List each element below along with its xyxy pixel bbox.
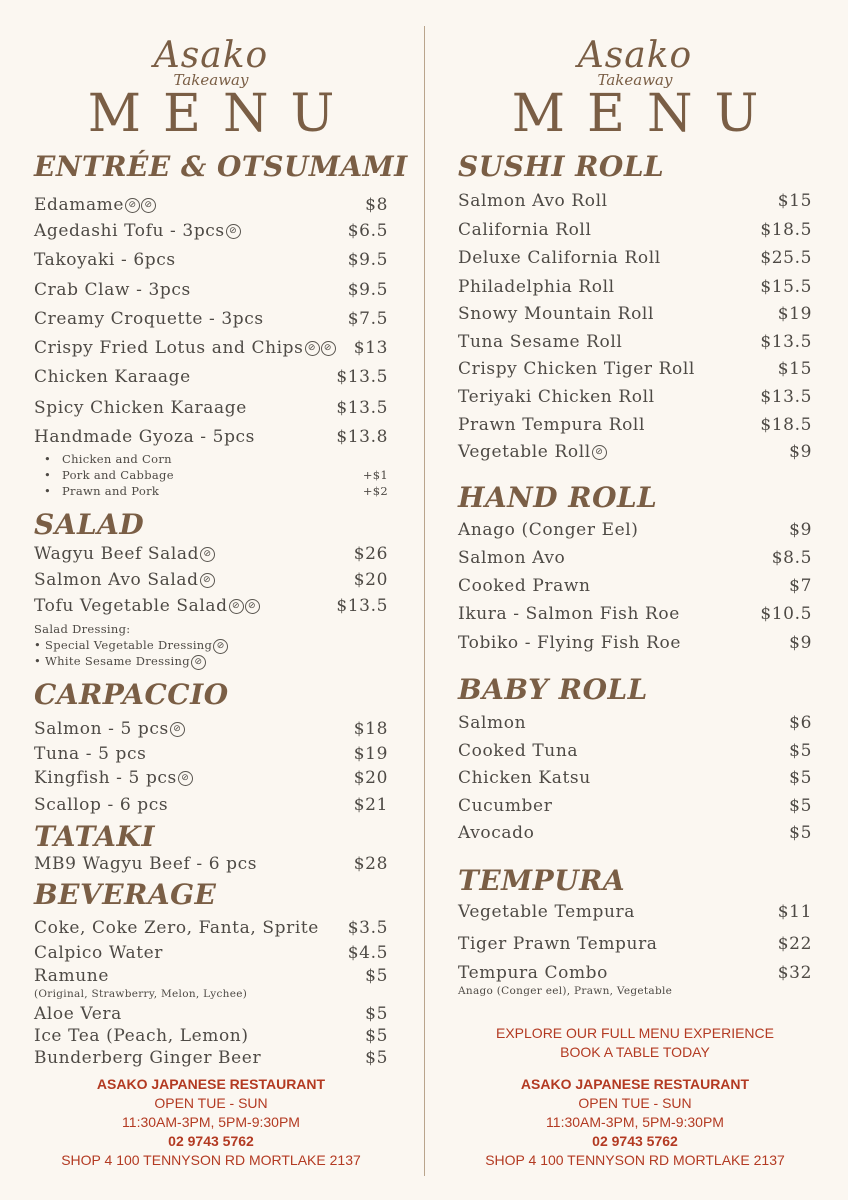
menu-item: Bunderberg Ginger Beer $5 [34, 1048, 388, 1068]
no-gluten-icon: ⊘ [321, 341, 336, 356]
menu-item: Prawn Tempura Roll $18.5 [458, 415, 812, 435]
menu-item: Tempura Combo $32 [458, 963, 812, 983]
dressing-title: Salad Dressing: [34, 622, 131, 636]
menu-title: MENU [87, 84, 357, 144]
menu-item: Ikura - Salmon Fish Roe $10.5 [458, 604, 812, 624]
combo-note: Anago (Conger eel), Prawn, Vegetable [458, 985, 673, 997]
menu-item: Wagyu Beef Salad ⊘ $26 [34, 544, 388, 564]
menu-item: Edamame ⊘ ⊘ $8 [34, 195, 388, 215]
menu-item: Salmon Avo Salad ⊘ $20 [34, 570, 388, 590]
menu-item: Crab Claw - 3pcs $9.5 [34, 280, 388, 300]
menu-item: Spicy Chicken Karaage $13.5 [34, 398, 388, 418]
no-gluten-icon: ⊘ [141, 198, 156, 213]
menu-item: Ramune $5 [34, 966, 388, 986]
heading-entree: ENTRÉE & OTSUMAMI [34, 150, 408, 183]
heading-salad: SALAD [34, 508, 145, 541]
explore-cta [458, 1024, 812, 1062]
address: SHOP 4 100 TENNYSON RD MORTLAKE 2137 [485, 1152, 785, 1168]
brand-name: Asako [153, 35, 269, 76]
menu-item: Snowy Mountain Roll $19 [458, 304, 812, 324]
no-gluten-icon: ⊘ [200, 573, 215, 588]
no-gluten-icon: ⊘ [178, 771, 193, 786]
no-gluten-icon: ⊘ [200, 547, 215, 562]
restaurant-info [458, 1075, 812, 1170]
menu-item: California Roll $18.5 [458, 220, 812, 240]
menu-item: Ice Tea (Peach, Lemon) $5 [34, 1026, 388, 1046]
restaurant-name: ASAKO JAPANESE RESTAURANT [96, 1076, 326, 1092]
menu-item: Crispy Chicken Tiger Roll $15 [458, 359, 812, 379]
menu-item: Teriyaki Chicken Roll $13.5 [458, 387, 812, 407]
menu-item: MB9 Wagyu Beef - 6 pcs $28 [34, 854, 388, 874]
open-days: OPEN TUE - SUN [578, 1095, 692, 1111]
explore-line: EXPLORE OUR FULL MENU EXPERIENCE [496, 1025, 774, 1041]
menu-item: Tobiko - Flying Fish Roe $9 [458, 633, 812, 653]
menu-item: Crispy Fried Lotus and Chips ⊘ ⊘ $13 [34, 338, 388, 358]
leaf-icon: ⊘ [229, 599, 244, 614]
menu-item: Calpico Water $4.5 [34, 943, 388, 963]
menu-item: Tofu Vegetable Salad ⊘ ⊘ $13.5 [34, 596, 388, 616]
menu-item: Salmon Avo $8.5 [458, 548, 812, 568]
menu-item: Tuna - 5 pcs $19 [34, 744, 388, 764]
menu-item: Chicken Katsu $5 [458, 768, 812, 788]
menu-item: Tiger Prawn Tempura $22 [458, 934, 812, 954]
menu-item: Philadelphia Roll $15.5 [458, 277, 812, 297]
menu-item: Vegetable Roll ⊘ $9 [458, 442, 812, 462]
leaf-icon: ⊘ [226, 224, 241, 239]
open-hours: 11:30AM-3PM, 5PM-9:30PM [546, 1114, 724, 1130]
heading-carpaccio: CARPACCIO [34, 678, 229, 711]
menu-item: Handmade Gyoza - 5pcs $13.8 [34, 427, 388, 447]
brand-subtitle: Takeaway [173, 71, 249, 89]
open-days: OPEN TUE - SUN [154, 1095, 268, 1111]
address: SHOP 4 100 TENNYSON RD MORTLAKE 2137 [61, 1152, 361, 1168]
no-gluten-icon: ⊘ [170, 722, 185, 737]
open-hours: 11:30AM-3PM, 5PM-9:30PM [122, 1114, 300, 1130]
gyoza-option: • Pork and Cabbage +$1 [34, 467, 388, 483]
menu-item: Cooked Tuna $5 [458, 741, 812, 761]
menu-item: Creamy Croquette - 3pcs $7.5 [34, 309, 388, 329]
menu-item: Deluxe California Roll $25.5 [458, 248, 812, 268]
heading-baby-roll: BABY ROLL [458, 673, 648, 706]
heading-hand-roll: HAND ROLL [458, 481, 658, 514]
menu-item: Agedashi Tofu - 3pcs ⊘ $6.5 [34, 221, 388, 241]
restaurant-info [34, 1075, 388, 1170]
heading-beverage: BEVERAGE [34, 878, 217, 911]
menu-item: Anago (Conger Eel) $9 [458, 520, 812, 540]
no-gluten-icon: ⊘ [245, 599, 260, 614]
menu-title: MENU [511, 84, 781, 144]
menu-item: Avocado $5 [458, 823, 812, 843]
ramune-flavours: (Original, Strawberry, Melon, Lychee) [34, 988, 248, 1000]
restaurant-name: ASAKO JAPANESE RESTAURANT [520, 1076, 750, 1092]
column-divider [424, 26, 425, 1176]
heading-tataki: TATAKI [34, 820, 155, 853]
leaf-icon: ⊘ [305, 341, 320, 356]
menu-item: Salmon $6 [458, 713, 812, 733]
menu-item: Takoyaki - 6pcs $9.5 [34, 250, 388, 270]
brand-subtitle: Takeaway [597, 71, 673, 89]
menu-item: Chicken Karaage $13.5 [34, 367, 388, 387]
menu-item: Scallop - 6 pcs $21 [34, 795, 388, 815]
dressing-item: • Special Vegetable Dressing ⊘ [34, 637, 228, 654]
phone-number: 02 9743 5762 [592, 1133, 678, 1149]
menu-item: Cooked Prawn $7 [458, 576, 812, 596]
book-line: BOOK A TABLE TODAY [560, 1044, 710, 1060]
leaf-icon: ⊘ [213, 639, 228, 654]
menu-item: Tuna Sesame Roll $13.5 [458, 332, 812, 352]
menu-item: Salmon Avo Roll $15 [458, 191, 812, 211]
gyoza-option: • Prawn and Pork +$2 [34, 483, 388, 499]
leaf-icon: ⊘ [125, 198, 140, 213]
menu-item: Cucumber $5 [458, 796, 812, 816]
gyoza-option: • Chicken and Corn [34, 451, 388, 467]
menu-item: Aloe Vera $5 [34, 1004, 388, 1024]
menu-item: Salmon - 5 pcs ⊘ $18 [34, 719, 388, 739]
menu-item: Coke, Coke Zero, Fanta, Sprite $3.5 [34, 918, 388, 938]
dressing-item: • White Sesame Dressing ⊘ [34, 653, 206, 670]
phone-number: 02 9743 5762 [168, 1133, 254, 1149]
menu-item: Vegetable Tempura $11 [458, 902, 812, 922]
brand-name: Asako [577, 35, 693, 76]
menu-item: Kingfish - 5 pcs ⊘ $20 [34, 768, 388, 788]
leaf-icon: ⊘ [592, 445, 607, 460]
heading-sushi-roll: SUSHI ROLL [458, 150, 665, 183]
heading-tempura: TEMPURA [458, 864, 626, 897]
leaf-icon: ⊘ [191, 655, 206, 670]
